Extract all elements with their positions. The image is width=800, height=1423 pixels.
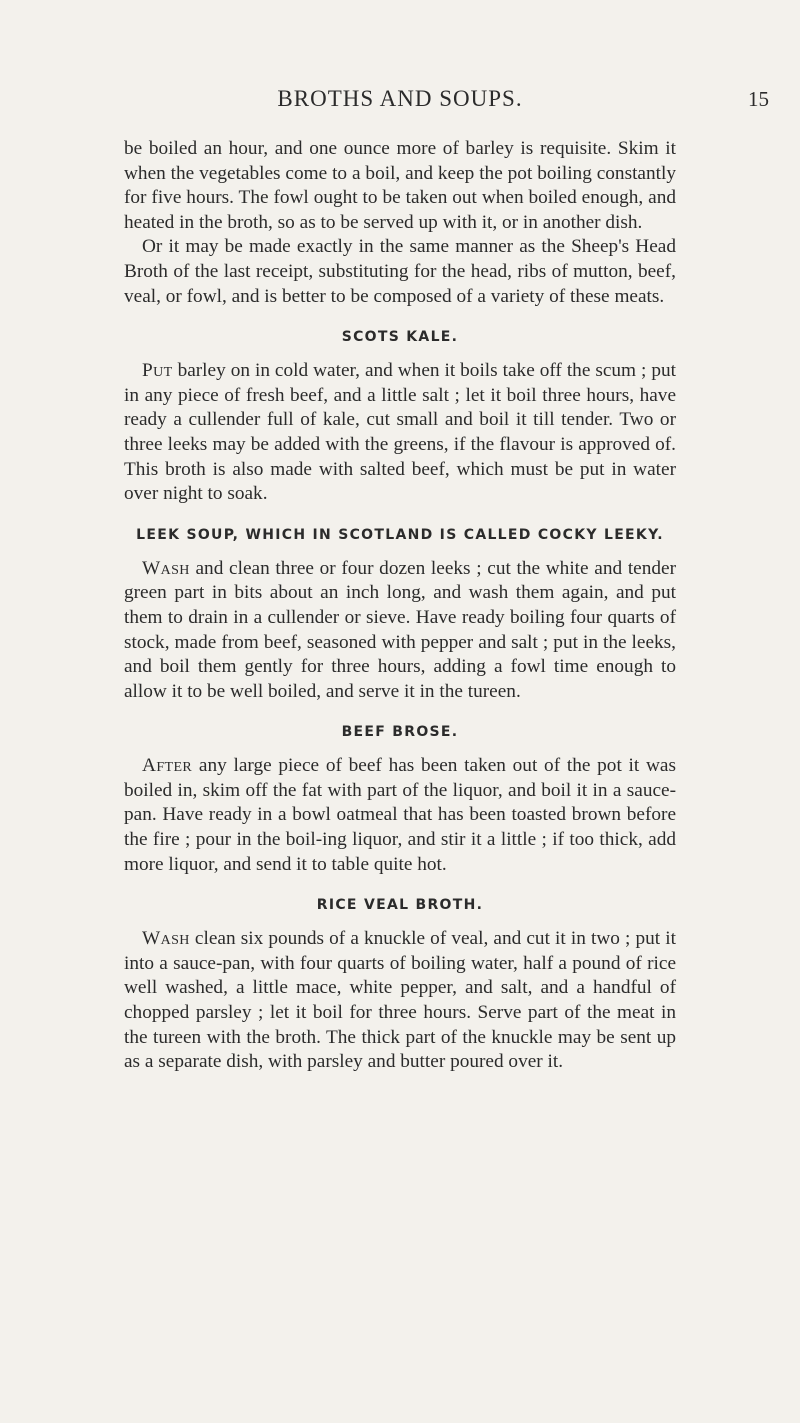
paragraph-text: and clean three or four dozen leeks ; cut the white and tender green part in bits about an inch long, and wash them again, and put them to drain in a cullender or sieve. Have ready boiling four quarts of stock, made from beef, seasoned with pepper and salt ; put in the leeks, and boil them gently for three hours, adding a fowl time enough to allow it to be well boiled, and serve it in the tureen. <box>124 557 676 702</box>
running-head <box>0 84 800 114</box>
first-word: Wash <box>142 928 190 950</box>
paragraph-continuation: be boiled an hour, and one ounce more of barley is requisite. Skim it when the vegetables come to a boil, and keep the pot boiling constantly for five hours. The fowl ought to be taken out when boiled enough, and heated in the broth, so as to be served up with it, or in another dish. <box>124 138 676 233</box>
paragraph-beef-brose <box>124 754 676 877</box>
first-word: Wash <box>142 557 190 579</box>
paragraph-leek-soup <box>124 557 676 705</box>
first-word: After <box>142 755 193 777</box>
paragraph-variant-meats: Or it may be made exactly in the same manner as the Sheep's Head Broth of the last receipt, substituting for the head, ribs of mutton, beef, veal, or fowl, and is better to be composed of a variety of these meats. <box>124 236 676 307</box>
heading-rice-veal-broth: RICE VEAL BROTH. <box>316 897 484 914</box>
body-text <box>124 137 676 1075</box>
running-title: BROTHS AND SOUPS. <box>277 86 523 111</box>
first-word: Put <box>142 360 173 382</box>
paragraph-scots-kale <box>124 359 676 507</box>
heading-beef-brose: BEEF BROSE. <box>341 724 459 741</box>
paragraph-rice-veal-broth <box>124 927 676 1075</box>
paragraph-text: barley on in cold water, and when it boils take off the scum ; put in any piece of fresh beef, and a little salt ; let it boil three hours, have ready a cullender full of kale, cut small and boil it till tender. Two or three leeks may be added with the greens, if the flavour is approved of. This broth is also made with salted beef, which must be put in water over night to soak. <box>124 360 676 505</box>
paragraph-text: clean six pounds of a knuckle of veal, and cut it in two ; put it into a sauce-pan, with four quarts of boiling water, half a pound of rice well washed, a little mace, white pepper, and salt, and a handful of chopped parsley ; let it boil for three hours. Serve part of the meat in the tureen with the broth. The thick part of the knuckle may be sent up as a separate dish, with parsley and butter poured over it. <box>124 928 676 1073</box>
heading-scots-kale: SCOTS KALE. <box>341 329 459 346</box>
page-number: 15 <box>748 87 769 111</box>
heading-leek-soup: LEEK SOUP, WHICH IN SCOTLAND IS CALLED COCKY LEEKY. <box>136 526 664 543</box>
paragraph-text: any large piece of beef has been taken out of the pot it was boiled in, skim off the fat with part of the liquor, and boil it in a sauce-pan. Have ready in a bowl oatmeal that has been toasted brown before the fire ; pour in the boil-ing liquor, and stir it a little ; if too thick, add more liquor, and send it to table quite hot. <box>124 755 676 875</box>
